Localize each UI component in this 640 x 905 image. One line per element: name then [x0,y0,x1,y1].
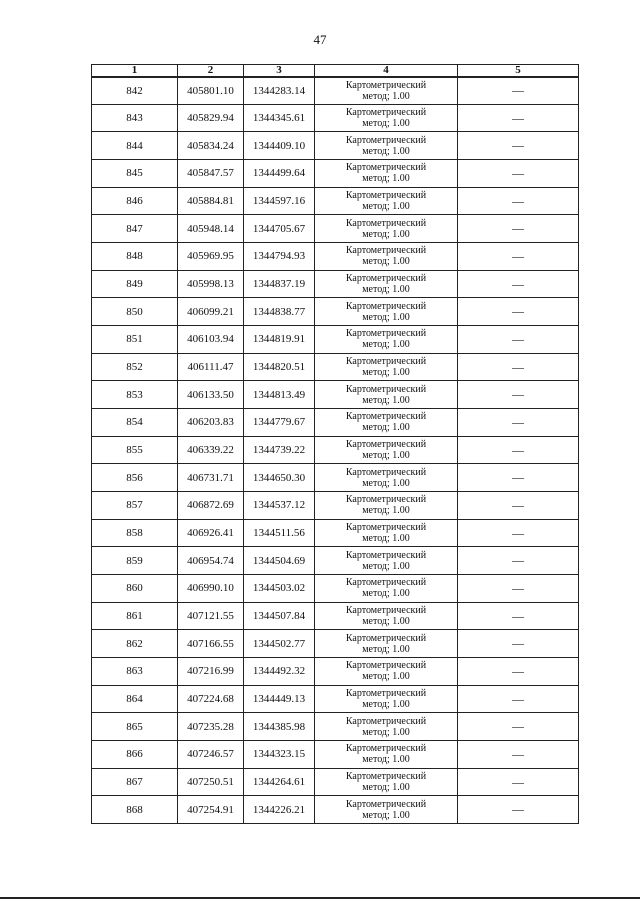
method-line-2: метод; 1.00 [362,754,410,766]
note-cell: — [458,353,579,381]
method-cell [315,575,458,603]
method-line-1: Картометрический [345,715,427,727]
method-line-2: метод; 1.00 [362,809,410,821]
x-coordinate-cell: 405847.57 [178,160,244,188]
y-coordinate-cell: 1344409.10 [244,132,315,160]
method-line-2: метод; 1.00 [362,256,410,268]
method-line-1: Картометрический [345,688,427,700]
table-body [92,77,579,824]
note-cell: — [458,547,579,575]
method-cell [315,658,458,686]
note-cell: — [458,630,579,658]
x-coordinate-cell: 405884.81 [178,187,244,215]
note-cell: — [458,685,579,713]
method-line-1: Картометрический [345,632,427,644]
method-cell [315,298,458,326]
method-line-1: Картометрический [345,356,427,368]
x-coordinate-cell: 407254.91 [178,796,244,824]
method-line-1: Картометрический [345,466,427,478]
y-coordinate-cell: 1344838.77 [244,298,315,326]
method-line-1: Картометрический [345,494,427,506]
method-line-2: метод; 1.00 [362,643,410,655]
point-number-cell: 848 [92,243,178,271]
note-cell: — [458,519,579,547]
method-line-2: метод; 1.00 [362,726,410,738]
method-line-2: метод; 1.00 [362,616,410,628]
method-line-1: Картометрический [345,798,427,810]
method-cell [315,104,458,132]
x-coordinate-cell: 407224.68 [178,685,244,713]
method-line-2: метод; 1.00 [362,533,410,545]
note-cell: — [458,713,579,741]
point-number-cell: 845 [92,160,178,188]
note-cell: — [458,104,579,132]
note-cell: — [458,243,579,271]
header-col-5: 5 [458,65,579,77]
method-line-1: Картометрический [345,328,427,340]
y-coordinate-cell: 1344794.93 [244,243,315,271]
x-coordinate-cell: 406111.47 [178,353,244,381]
method-line-2: метод; 1.00 [362,560,410,572]
method-line-1: Картометрический [345,743,427,755]
note-cell: — [458,326,579,354]
header-col-2: 2 [178,65,244,77]
point-number-cell: 866 [92,741,178,769]
method-line-1: Картометрический [345,107,427,118]
y-coordinate-cell: 1344705.67 [244,215,315,243]
method-cell [315,353,458,381]
method-line-2: метод; 1.00 [362,394,410,406]
header-col-1: 1 [92,65,178,77]
point-number-cell: 858 [92,519,178,547]
note-cell: — [458,436,579,464]
method-cell [315,436,458,464]
method-line-2: метод; 1.00 [362,505,410,517]
point-number-cell: 855 [92,436,178,464]
x-coordinate-cell: 406954.74 [178,547,244,575]
y-coordinate-cell: 1344597.16 [244,187,315,215]
method-line-1: Картометрический [345,383,427,395]
point-number-cell: 867 [92,768,178,796]
method-line-2: метод; 1.00 [362,90,410,102]
method-cell [315,215,458,243]
method-cell [315,187,458,215]
method-line-2: метод; 1.00 [362,477,410,489]
table-row [92,298,579,326]
method-cell [315,768,458,796]
method-cell [315,713,458,741]
point-number-cell: 842 [92,77,178,105]
method-cell [315,77,458,105]
y-coordinate-cell: 1344503.02 [244,575,315,603]
method-line-2: метод; 1.00 [362,201,410,213]
table-row [92,160,579,188]
method-cell [315,685,458,713]
y-coordinate-cell: 1344837.19 [244,270,315,298]
coordinates-table [91,64,579,824]
note-cell: — [458,492,579,520]
point-number-cell: 862 [92,630,178,658]
note-cell: — [458,575,579,603]
note-cell: — [458,160,579,188]
method-line-2: метод; 1.00 [362,450,410,462]
method-cell [315,270,458,298]
x-coordinate-cell: 406926.41 [178,519,244,547]
method-cell [315,741,458,769]
note-cell: — [458,187,579,215]
method-line-1: Картометрический [345,134,427,146]
y-coordinate-cell: 1344226.21 [244,796,315,824]
point-number-cell: 850 [92,298,178,326]
note-cell: — [458,132,579,160]
method-line-1: Картометрический [345,300,427,312]
y-coordinate-cell: 1344813.49 [244,381,315,409]
table-row [92,741,579,769]
y-coordinate-cell: 1344511.56 [244,519,315,547]
point-number-cell: 854 [92,409,178,437]
method-line-2: метод; 1.00 [362,228,410,240]
y-coordinate-cell: 1344507.84 [244,602,315,630]
y-coordinate-cell: 1344385.98 [244,713,315,741]
method-line-2: метод; 1.00 [362,671,410,683]
x-coordinate-cell: 405834.24 [178,132,244,160]
header-col-3: 3 [244,65,315,77]
note-cell: — [458,381,579,409]
x-coordinate-cell: 406872.69 [178,492,244,520]
note-cell: — [458,77,579,105]
point-number-cell: 851 [92,326,178,354]
point-number-cell: 859 [92,547,178,575]
method-line-2: метод; 1.00 [362,173,410,185]
method-line-1: Картометрический [345,660,427,672]
method-line-1: Картометрический [345,79,427,91]
table-row [92,685,579,713]
y-coordinate-cell: 1344779.67 [244,409,315,437]
table-row [92,381,579,409]
note-cell: — [458,741,579,769]
method-line-1: Картометрический [345,549,427,561]
point-number-cell: 868 [92,796,178,824]
method-cell [315,409,458,437]
method-line-1: Картометрический [345,190,427,202]
point-number-cell: 857 [92,492,178,520]
method-cell [315,464,458,492]
method-cell [315,160,458,188]
method-cell [315,381,458,409]
table-row [92,713,579,741]
x-coordinate-cell: 405801.10 [178,77,244,105]
x-coordinate-cell: 405998.13 [178,270,244,298]
method-line-2: метод; 1.00 [362,145,410,157]
method-line-1: Картометрический [345,522,427,534]
note-cell: — [458,658,579,686]
x-coordinate-cell: 407250.51 [178,768,244,796]
table-row [92,215,579,243]
y-coordinate-cell: 1344820.51 [244,353,315,381]
point-number-cell: 860 [92,575,178,603]
method-line-2: метод; 1.00 [362,118,410,129]
y-coordinate-cell: 1344739.22 [244,436,315,464]
x-coordinate-cell: 407121.55 [178,602,244,630]
method-cell [315,602,458,630]
table-row [92,187,579,215]
method-cell [315,547,458,575]
x-coordinate-cell: 406731.71 [178,464,244,492]
point-number-cell: 846 [92,187,178,215]
table-row [92,464,579,492]
y-coordinate-cell: 1344492.32 [244,658,315,686]
table-row [92,132,579,160]
point-number-cell: 852 [92,353,178,381]
note-cell: — [458,796,579,824]
method-cell [315,519,458,547]
point-number-cell: 865 [92,713,178,741]
y-coordinate-cell: 1344537.12 [244,492,315,520]
table-row [92,602,579,630]
x-coordinate-cell: 406990.10 [178,575,244,603]
method-line-2: метод; 1.00 [362,699,410,711]
y-coordinate-cell: 1344449.13 [244,685,315,713]
note-cell: — [458,602,579,630]
method-line-1: Картометрический [345,439,427,451]
note-cell: — [458,298,579,326]
bottom-rule [0,897,640,899]
table-row [92,796,579,824]
point-number-cell: 853 [92,381,178,409]
table-row [92,547,579,575]
x-coordinate-cell: 407246.57 [178,741,244,769]
x-coordinate-cell: 407235.28 [178,713,244,741]
table-row [92,658,579,686]
table-row [92,575,579,603]
method-line-1: Картометрический [345,411,427,423]
note-cell: — [458,215,579,243]
x-coordinate-cell: 406133.50 [178,381,244,409]
method-line-2: метод; 1.00 [362,588,410,600]
method-line-2: метод; 1.00 [362,422,410,434]
table-row [92,768,579,796]
table-row [92,492,579,520]
table-row [92,243,579,271]
x-coordinate-cell: 406099.21 [178,298,244,326]
method-line-1: Картометрический [345,605,427,617]
point-number-cell: 856 [92,464,178,492]
table-row [92,519,579,547]
x-coordinate-cell: 405829.94 [178,104,244,132]
y-coordinate-cell: 1344819.91 [244,326,315,354]
table-row [92,630,579,658]
point-number-cell: 864 [92,685,178,713]
method-line-1: Картометрический [345,162,427,174]
note-cell: — [458,270,579,298]
x-coordinate-cell: 406103.94 [178,326,244,354]
y-coordinate-cell: 1344650.30 [244,464,315,492]
method-line-2: метод; 1.00 [362,782,410,794]
x-coordinate-cell: 406339.22 [178,436,244,464]
header-col-4: 4 [315,65,458,77]
x-coordinate-cell: 407166.55 [178,630,244,658]
y-coordinate-cell: 1344345.61 [244,104,315,132]
y-coordinate-cell: 1344264.61 [244,768,315,796]
method-cell [315,243,458,271]
x-coordinate-cell: 405948.14 [178,215,244,243]
point-number-cell: 844 [92,132,178,160]
method-line-2: метод; 1.00 [362,311,410,323]
method-cell [315,630,458,658]
note-cell: — [458,768,579,796]
point-number-cell: 849 [92,270,178,298]
method-line-1: Картометрический [345,771,427,783]
y-coordinate-cell: 1344504.69 [244,547,315,575]
method-line-1: Картометрический [345,273,427,285]
table-row [92,353,579,381]
method-line-2: метод; 1.00 [362,284,410,296]
point-number-cell: 843 [92,104,178,132]
point-number-cell: 863 [92,658,178,686]
method-line-2: метод; 1.00 [362,339,410,351]
y-coordinate-cell: 1344502.77 [244,630,315,658]
table-row [92,326,579,354]
method-line-1: Картометрический [345,217,427,229]
table-row [92,409,579,437]
method-line-1: Картометрический [345,245,427,257]
y-coordinate-cell: 1344323.15 [244,741,315,769]
table-header-row [92,65,579,77]
method-cell [315,796,458,824]
table-row [92,270,579,298]
page-number: 47 [313,32,327,47]
method-cell [315,132,458,160]
note-cell: — [458,409,579,437]
table-row [92,436,579,464]
note-cell: — [458,464,579,492]
table-row [92,77,579,105]
method-cell [315,326,458,354]
table-row [92,104,579,132]
y-coordinate-cell: 1344499.64 [244,160,315,188]
point-number-cell: 861 [92,602,178,630]
method-line-1: Картометрический [345,577,427,589]
method-line-2: метод; 1.00 [362,367,410,379]
x-coordinate-cell: 405969.95 [178,243,244,271]
method-cell [315,492,458,520]
point-number-cell: 847 [92,215,178,243]
x-coordinate-cell: 406203.83 [178,409,244,437]
x-coordinate-cell: 407216.99 [178,658,244,686]
y-coordinate-cell: 1344283.14 [244,77,315,105]
